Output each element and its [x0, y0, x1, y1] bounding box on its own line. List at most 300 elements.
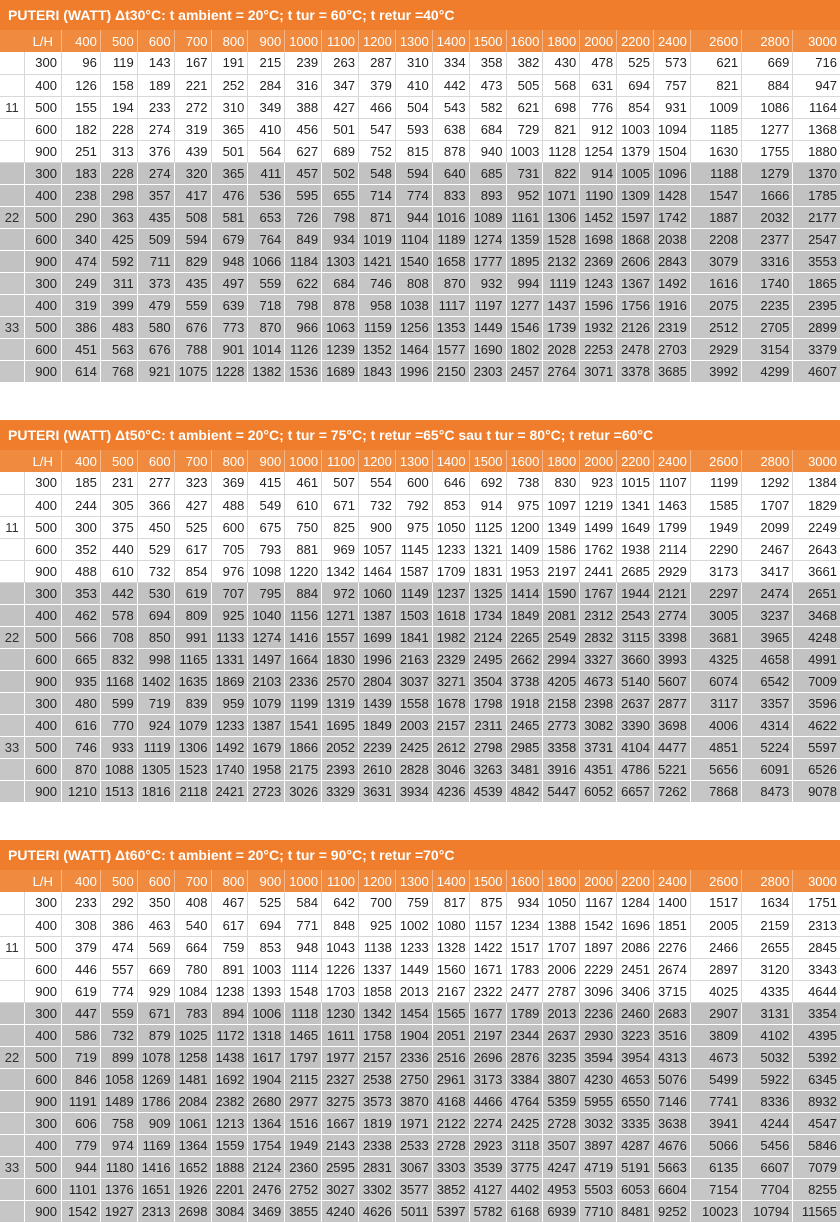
power-cell: 1086	[742, 96, 793, 118]
power-cell: 1364	[174, 1134, 211, 1156]
power-cell: 194	[100, 96, 137, 118]
header-length: 2200	[617, 450, 654, 472]
power-cell: 958	[359, 294, 396, 316]
power-cell: 1858	[359, 980, 396, 1002]
power-cell: 2124	[469, 626, 506, 648]
power-cell: 3390	[617, 714, 654, 736]
power-cell: 1337	[359, 958, 396, 980]
power-cell: 310	[395, 52, 432, 74]
power-cell: 1449	[469, 316, 506, 338]
power-cell: 934	[322, 228, 359, 250]
flow-rate-cell: 400	[25, 494, 62, 516]
power-cell: 1125	[469, 516, 506, 538]
table-row	[0, 118, 840, 140]
power-cell: 1499	[580, 516, 617, 538]
power-cell: 5607	[654, 670, 691, 692]
power-cell: 451	[61, 338, 100, 360]
power-cell: 379	[359, 74, 396, 96]
power-cell: 2832	[580, 626, 617, 648]
power-cell: 1038	[395, 294, 432, 316]
power-cell: 6542	[742, 670, 793, 692]
power-cell: 1200	[506, 516, 543, 538]
power-cell: 4719	[580, 1156, 617, 1178]
power-cell: 1516	[285, 1112, 322, 1134]
power-cell: 825	[322, 516, 359, 538]
power-cell: 1698	[580, 228, 617, 250]
power-cell: 1277	[742, 118, 793, 140]
power-cell: 2538	[359, 1068, 396, 1090]
power-cell: 1651	[137, 1178, 174, 1200]
power-cell: 684	[469, 118, 506, 140]
power-cell: 3327	[580, 648, 617, 670]
power-cell: 2084	[174, 1090, 211, 1112]
power-cell: 3237	[742, 604, 793, 626]
power-cell: 6604	[654, 1178, 691, 1200]
power-cell: 6526	[793, 758, 840, 780]
power-cell: 2006	[543, 958, 580, 980]
table-row	[0, 670, 840, 692]
table-row	[0, 472, 840, 494]
power-cell: 2728	[432, 1134, 469, 1156]
power-cell: 5397	[432, 1200, 469, 1222]
power-cell: 770	[100, 714, 137, 736]
power-cell: 1189	[432, 228, 469, 250]
table-row	[0, 1002, 840, 1024]
power-cell: 410	[395, 74, 432, 96]
power-cell: 386	[100, 914, 137, 936]
power-cell: 3223	[617, 1024, 654, 1046]
header-length: 1000	[285, 30, 322, 52]
power-cell: 1751	[793, 892, 840, 914]
power-cell: 415	[248, 472, 285, 494]
power-cell: 833	[432, 184, 469, 206]
power-cell: 1463	[654, 494, 691, 516]
power-table	[0, 870, 840, 1223]
power-cell: 1798	[469, 692, 506, 714]
power-cell: 1188	[690, 162, 741, 184]
power-cell: 815	[395, 140, 432, 162]
header-blank	[0, 870, 25, 892]
power-cell: 1079	[248, 692, 285, 714]
power-cell: 2157	[432, 714, 469, 736]
power-cell: 1331	[211, 648, 248, 670]
power-cell: 3516	[654, 1024, 691, 1046]
flow-rate-cell: 600	[25, 758, 62, 780]
power-cell: 284	[248, 74, 285, 96]
flow-rate-cell: 300	[25, 52, 62, 74]
power-cell: 2126	[617, 316, 654, 338]
power-cell: 547	[359, 118, 396, 140]
power-cell: 450	[137, 516, 174, 538]
power-cell: 2923	[469, 1134, 506, 1156]
power-cell: 732	[100, 1024, 137, 1046]
power-cell: 2013	[543, 1002, 580, 1024]
power-cell: 10023	[690, 1200, 741, 1222]
power-cell: 323	[174, 472, 211, 494]
power-cell: 509	[137, 228, 174, 250]
power-cell: 215	[248, 52, 285, 74]
flow-rate-cell: 900	[25, 980, 62, 1002]
radiator-type	[0, 560, 25, 582]
power-cell: 1364	[248, 1112, 285, 1134]
power-cell: 373	[137, 272, 174, 294]
power-cell: 878	[322, 294, 359, 316]
power-cell: 231	[100, 472, 137, 494]
power-cell: 363	[100, 206, 137, 228]
power-cell: 655	[322, 184, 359, 206]
power-cell: 1927	[100, 1200, 137, 1222]
power-cell: 3118	[506, 1134, 543, 1156]
power-cell: 4230	[580, 1068, 617, 1090]
power-cell: 750	[285, 516, 322, 538]
power-cell: 1353	[432, 316, 469, 338]
power-cell: 3481	[506, 758, 543, 780]
power-cell: 2698	[174, 1200, 211, 1222]
power-cell: 2460	[617, 1002, 654, 1024]
power-cell: 595	[285, 184, 322, 206]
power-cell: 2122	[432, 1112, 469, 1134]
power-cell: 685	[469, 162, 506, 184]
header-length: 800	[211, 870, 248, 892]
flow-rate-cell: 900	[25, 360, 62, 382]
power-cell: 1611	[322, 1024, 359, 1046]
power-cell: 3082	[580, 714, 617, 736]
power-cell: 1318	[248, 1024, 285, 1046]
power-cell: 1577	[432, 338, 469, 360]
power-cell: 4991	[793, 648, 840, 670]
power-cell: 3084	[211, 1200, 248, 1222]
header-flow-label: L/H	[25, 30, 62, 52]
power-cell: 3698	[654, 714, 691, 736]
power-cell: 3037	[395, 670, 432, 692]
power-cell: 5392	[793, 1046, 840, 1068]
power-cell: 7154	[690, 1178, 741, 1200]
power-cell: 1497	[248, 648, 285, 670]
power-cell: 675	[248, 516, 285, 538]
power-cell: 2313	[137, 1200, 174, 1222]
header-length: 2400	[654, 30, 691, 52]
power-cell: 642	[322, 892, 359, 914]
power-cell: 1075	[174, 360, 211, 382]
power-cell: 1664	[285, 648, 322, 670]
power-cell: 3941	[690, 1112, 741, 1134]
flow-rate-cell: 900	[25, 1200, 62, 1222]
power-cell: 1292	[742, 472, 793, 494]
power-cell: 944	[61, 1156, 100, 1178]
power-cell: 7704	[742, 1178, 793, 1200]
radiator-type	[0, 338, 25, 360]
power-cell: 2322	[469, 980, 506, 1002]
power-cell: 2516	[432, 1046, 469, 1068]
power-cell: 316	[285, 74, 322, 96]
power-cell: 5656	[690, 758, 741, 780]
power-cell: 584	[285, 892, 322, 914]
power-cell: 912	[580, 118, 617, 140]
radiator-type	[0, 494, 25, 516]
power-cell: 1618	[432, 604, 469, 626]
power-cell: 1880	[793, 140, 840, 162]
table-row	[0, 626, 840, 648]
power-cell: 1089	[469, 206, 506, 228]
power-cell: 1617	[248, 1046, 285, 1068]
header-length: 400	[61, 870, 100, 892]
power-cell: 771	[285, 914, 322, 936]
power-cell: 4395	[793, 1024, 840, 1046]
power-cell: 1066	[248, 250, 285, 272]
power-cell: 2114	[654, 538, 691, 560]
power-cell: 1128	[543, 140, 580, 162]
power-cell: 427	[174, 494, 211, 516]
power-cell: 1191	[61, 1090, 100, 1112]
power-cell: 4287	[617, 1134, 654, 1156]
power-cell: 3553	[793, 250, 840, 272]
power-cell: 780	[174, 958, 211, 980]
power-cell: 272	[174, 96, 211, 118]
radiator-type	[0, 958, 25, 980]
power-cell: 6168	[506, 1200, 543, 1222]
power-cell: 1305	[137, 758, 174, 780]
power-cell: 1916	[654, 294, 691, 316]
power-cell: 594	[174, 228, 211, 250]
table-row	[0, 1090, 840, 1112]
power-cell: 569	[137, 936, 174, 958]
flow-rate-cell: 400	[25, 1134, 62, 1156]
flow-rate-cell: 900	[25, 780, 62, 802]
power-cell: 694	[617, 74, 654, 96]
power-cell: 1977	[322, 1046, 359, 1068]
power-cell: 185	[61, 472, 100, 494]
power-cell: 1679	[248, 736, 285, 758]
power-cell: 2124	[248, 1156, 285, 1178]
table-row	[0, 1068, 840, 1090]
power-cell: 3384	[506, 1068, 543, 1090]
power-table-dt50	[0, 420, 840, 803]
table-row	[0, 294, 840, 316]
power-cell: 2239	[359, 736, 396, 758]
header-length: 1000	[285, 870, 322, 892]
power-cell: 692	[469, 472, 506, 494]
power-cell: 932	[469, 272, 506, 294]
power-cell: 2150	[432, 360, 469, 382]
power-cell: 410	[248, 118, 285, 140]
power-cell: 2876	[506, 1046, 543, 1068]
power-cell: 2303	[469, 360, 506, 382]
header-length: 500	[100, 30, 137, 52]
table-row	[0, 1024, 840, 1046]
power-cell: 2465	[506, 714, 543, 736]
power-cell: 507	[322, 472, 359, 494]
power-cell: 2703	[654, 338, 691, 360]
table-row	[0, 494, 840, 516]
power-cell: 1513	[100, 780, 137, 802]
table-row	[0, 228, 840, 250]
power-cell: 619	[61, 980, 100, 1002]
power-cell: 4205	[543, 670, 580, 692]
power-cell: 1849	[359, 714, 396, 736]
power-cell: 1869	[211, 670, 248, 692]
power-cell: 1677	[469, 1002, 506, 1024]
power-cell: 671	[137, 1002, 174, 1024]
power-cell: 639	[211, 294, 248, 316]
power-cell: 2547	[793, 228, 840, 250]
power-cell: 1465	[285, 1024, 322, 1046]
power-cell: 417	[174, 184, 211, 206]
power-cell: 2313	[793, 914, 840, 936]
power-cell: 1777	[469, 250, 506, 272]
flow-rate-cell: 500	[25, 516, 62, 538]
power-cell: 1043	[322, 936, 359, 958]
power-cell: 9252	[654, 1200, 691, 1222]
power-cell: 582	[469, 96, 506, 118]
table-row	[0, 140, 840, 162]
power-cell: 5224	[742, 736, 793, 758]
radiator-type: 33	[0, 736, 25, 758]
power-cell: 238	[61, 184, 100, 206]
flow-rate-cell: 600	[25, 538, 62, 560]
power-cell: 3916	[543, 758, 580, 780]
power-cell: 1689	[322, 360, 359, 382]
power-cell: 2674	[654, 958, 691, 980]
power-cell: 7009	[793, 670, 840, 692]
power-cell: 1269	[137, 1068, 174, 1090]
power-cell: 1671	[469, 958, 506, 980]
power-table	[0, 450, 840, 803]
power-cell: 435	[137, 206, 174, 228]
power-cell: 1958	[248, 758, 285, 780]
flow-rate-cell: 400	[25, 294, 62, 316]
power-cell: 4236	[432, 780, 469, 802]
power-cell: 456	[285, 118, 322, 140]
power-cell: 5076	[654, 1068, 691, 1090]
power-cell: 2570	[322, 670, 359, 692]
power-cell: 2382	[211, 1090, 248, 1112]
power-cell: 853	[248, 936, 285, 958]
power-cell: 1384	[793, 472, 840, 494]
power-cell: 679	[211, 228, 248, 250]
power-cell: 2236	[580, 1002, 617, 1024]
radiator-type	[0, 1068, 25, 1090]
power-cell: 1548	[285, 980, 322, 1002]
power-cell: 2696	[469, 1046, 506, 1068]
power-cell: 239	[285, 52, 322, 74]
power-cell: 1003	[617, 118, 654, 140]
power-cell: 1328	[432, 936, 469, 958]
radiator-type: 11	[0, 96, 25, 118]
header-length: 900	[248, 30, 285, 52]
power-cell: 228	[100, 118, 137, 140]
power-cell: 3852	[432, 1178, 469, 1200]
power-cell: 798	[322, 206, 359, 228]
power-cell: 319	[61, 294, 100, 316]
header-length: 2800	[742, 30, 793, 52]
radiator-type	[0, 1178, 25, 1200]
power-cell: 1220	[285, 560, 322, 582]
power-cell: 1797	[285, 1046, 322, 1068]
flow-rate-cell: 500	[25, 736, 62, 758]
radiator-type	[0, 1024, 25, 1046]
power-cell: 1168	[100, 670, 137, 692]
power-cell: 853	[432, 494, 469, 516]
radiator-type	[0, 1002, 25, 1024]
flow-rate-cell: 600	[25, 1178, 62, 1200]
power-cell: 914	[469, 494, 506, 516]
power-cell: 6550	[617, 1090, 654, 1112]
power-cell: 1439	[359, 692, 396, 714]
power-cell: 933	[100, 736, 137, 758]
power-cell: 1190	[580, 184, 617, 206]
power-cell: 2512	[690, 316, 741, 338]
power-cell: 2276	[654, 936, 691, 958]
flow-rate-cell: 600	[25, 958, 62, 980]
power-cell: 4402	[506, 1178, 543, 1200]
radiator-type: 22	[0, 626, 25, 648]
power-cell: 1709	[432, 560, 469, 582]
power-cell: 1159	[359, 316, 396, 338]
power-cell: 676	[137, 338, 174, 360]
power-cell: 716	[793, 52, 840, 74]
power-cell: 1157	[469, 914, 506, 936]
power-cell: 708	[100, 626, 137, 648]
power-cell: 1050	[543, 892, 580, 914]
radiator-type	[0, 184, 25, 206]
power-cell: 158	[100, 74, 137, 96]
power-cell: 4335	[742, 980, 793, 1002]
power-cell: 1107	[654, 472, 691, 494]
header-length: 1800	[543, 870, 580, 892]
power-cell: 1342	[322, 560, 359, 582]
power-cell: 221	[174, 74, 211, 96]
power-cell: 3120	[742, 958, 793, 980]
power-cell: 1119	[543, 272, 580, 294]
power-cell: 2495	[469, 648, 506, 670]
power-cell: 2329	[432, 648, 469, 670]
power-cell: 5782	[469, 1200, 506, 1222]
power-cell: 788	[174, 338, 211, 360]
power-cell: 1866	[285, 736, 322, 758]
power-cell: 2208	[690, 228, 741, 250]
power-cell: 1230	[322, 1002, 359, 1024]
power-cell: 3357	[742, 692, 793, 714]
power-cell: 1015	[617, 472, 654, 494]
power-cell: 2643	[793, 538, 840, 560]
power-cell: 783	[174, 1002, 211, 1024]
header-length: 2600	[690, 870, 741, 892]
power-cell: 1546	[506, 316, 543, 338]
power-cell: 1409	[506, 538, 543, 560]
power-cell: 2159	[742, 914, 793, 936]
flow-rate-cell: 600	[25, 118, 62, 140]
power-cell: 2637	[617, 692, 654, 714]
table-row	[0, 1046, 840, 1068]
power-cell: 2930	[580, 1024, 617, 1046]
power-cell: 4104	[617, 736, 654, 758]
power-cell: 1101	[61, 1178, 100, 1200]
power-cell: 5456	[742, 1134, 793, 1156]
power-cell: 2121	[654, 582, 691, 604]
flow-rate-cell: 300	[25, 892, 62, 914]
power-cell: 1098	[248, 560, 285, 582]
power-cell: 1303	[322, 250, 359, 272]
header-flow-label: L/H	[25, 450, 62, 472]
power-cell: 1560	[432, 958, 469, 980]
power-cell: 1104	[395, 228, 432, 250]
power-cell: 2425	[506, 1112, 543, 1134]
power-cell: 379	[61, 936, 100, 958]
power-cell: 298	[100, 184, 137, 206]
power-cell: 369	[211, 472, 248, 494]
power-cell: 1695	[322, 714, 359, 736]
power-cell: 839	[174, 692, 211, 714]
